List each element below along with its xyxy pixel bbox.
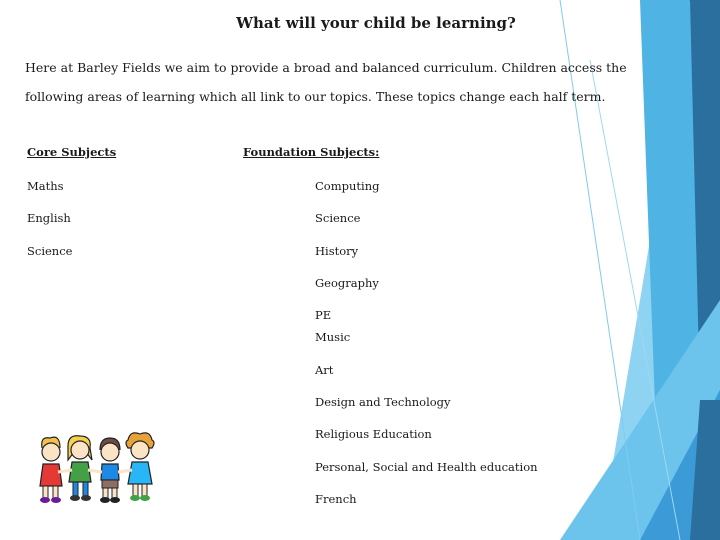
page-title: What will your child be learning?	[236, 14, 516, 32]
intro-text: Here at Barley Fields we aim to provide a broad and balanced curriculum. Children access the following areas of learning which all link to our topics. These topics change each half term.	[25, 60, 627, 104]
children-holding-hands-icon	[36, 428, 166, 508]
child-figure	[126, 433, 154, 501]
foundation-subject-item: Religious Education	[315, 427, 432, 441]
foundation-subject-item: Art	[315, 363, 334, 377]
child-figure	[100, 438, 120, 503]
core-subject-item: English	[27, 211, 71, 225]
foundation-subjects-heading: Foundation Subjects:	[243, 145, 380, 159]
core-subject-item: Science	[27, 244, 73, 258]
foundation-subject-item: PE	[315, 308, 332, 322]
foundation-subject-item: Geography	[315, 276, 379, 290]
core-subject-item: Maths	[27, 179, 64, 193]
foundation-subject-item: Design and Technology	[315, 395, 451, 409]
foundation-subject-item: Science	[315, 211, 361, 225]
foundation-subject-item: Music	[315, 330, 351, 344]
foundation-subject-item: Computing	[315, 179, 380, 193]
child-figure	[40, 437, 62, 503]
core-subjects-heading: Core Subjects	[27, 145, 117, 159]
foundation-subject-item: History	[315, 244, 359, 258]
child-figure	[68, 436, 92, 501]
foundation-subject-item: Personal, Social and Health education	[315, 460, 538, 474]
foundation-subject-item: French	[315, 492, 357, 506]
